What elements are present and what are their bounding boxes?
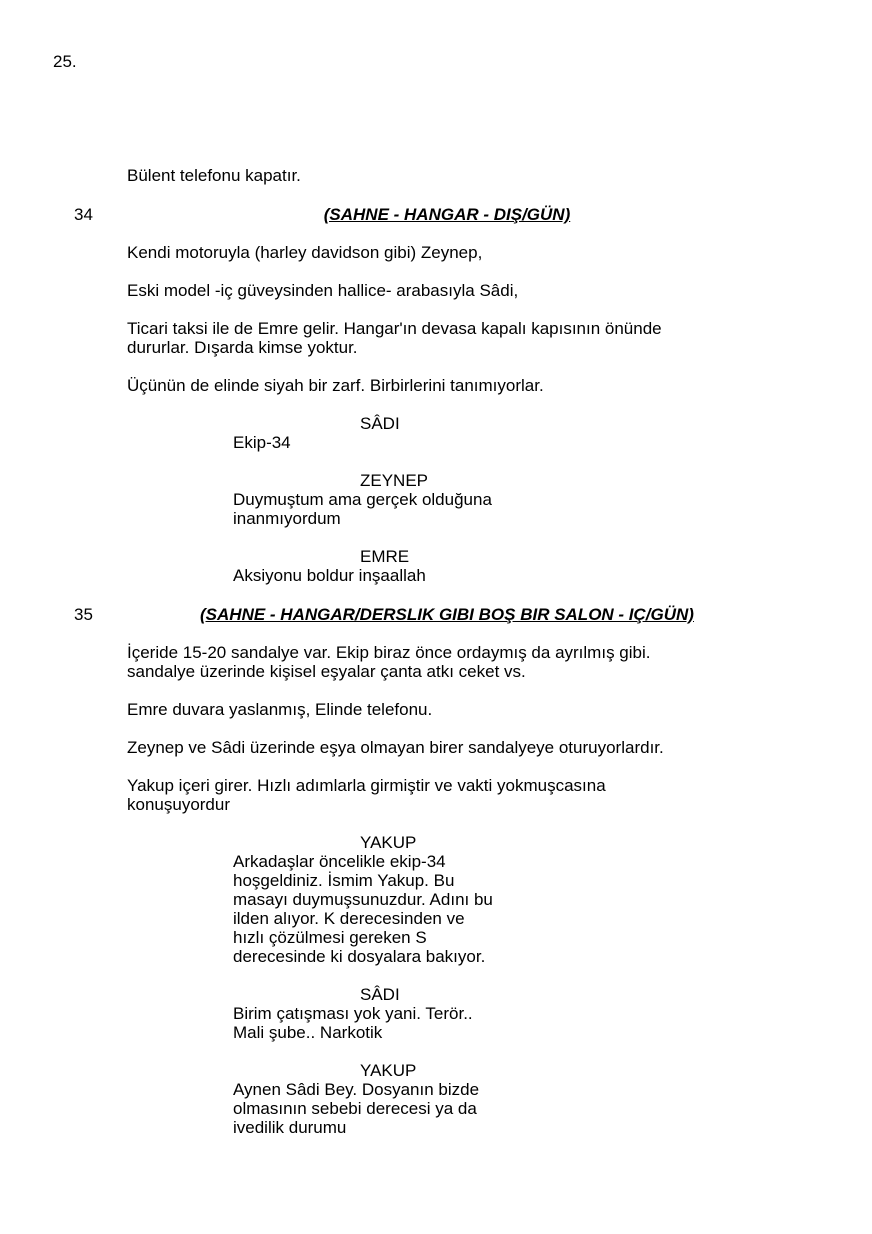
- action-line: dururlar. Dışarda kimse yoktur.: [127, 338, 358, 357]
- dialogue-line: hızlı çözülmesi gereken S: [233, 928, 427, 947]
- dialogue-block: [233, 490, 553, 528]
- action-line: Emre duvara yaslanmış, Elinde telefonu.: [127, 700, 433, 719]
- dialogue-line: masayı duymuşsunuzdur. Adını bu: [233, 890, 493, 909]
- action-line: Kendi motoruyla (harley davidson gibi) Zeynep,: [127, 243, 483, 262]
- dialogue-block: [233, 433, 553, 452]
- dialogue-line: Mali şube.. Narkotik: [233, 1023, 383, 1042]
- dialogue-line: olmasının sebebi derecesi ya da: [233, 1099, 477, 1118]
- character-name: ZEYNEP: [360, 471, 429, 490]
- character-name: YAKUP: [360, 833, 417, 852]
- action-line: sandalye üzerinde kişisel eşyalar çanta atkı ceket vs.: [127, 662, 526, 681]
- character-name: SÂDI: [360, 985, 400, 1004]
- dialogue-line: derecesinde ki dosyalara bakıyor.: [233, 947, 486, 966]
- dialogue-line: Ekip-34: [233, 433, 291, 452]
- scene-heading: (SAHNE - HANGAR/DERSLIK GIBI BOŞ BIR SALON - IÇ/GÜN): [200, 605, 694, 624]
- character-name: EMRE: [360, 547, 410, 566]
- action-line: konuşuyordur: [127, 795, 231, 814]
- dialogue-line: Aynen Sâdi Bey. Dosyanın bizde: [233, 1080, 480, 1099]
- dialogue-line: Birim çatışması yok yani. Terör..: [233, 1004, 473, 1023]
- action-line: İçeride 15-20 sandalye var. Ekip biraz önce ordaymış da ayrılmış gibi.: [127, 643, 651, 662]
- character-name: SÂDI: [360, 414, 400, 433]
- action-paragraph: [127, 319, 767, 357]
- dialogue-line: inanmıyordum: [233, 509, 341, 528]
- character-name: YAKUP: [360, 1061, 417, 1080]
- scene-heading: (SAHNE - HANGAR - DIŞ/GÜN): [323, 205, 571, 224]
- scene-number: 35: [74, 605, 93, 624]
- dialogue-block: [233, 1080, 553, 1137]
- dialogue-line: ivedilik durumu: [233, 1118, 347, 1137]
- dialogue-line: Arkadaşlar öncelikle ekip-34: [233, 852, 446, 871]
- dialogue-line: Aksiyonu boldur inşaallah: [233, 566, 426, 585]
- scene-number: 34: [74, 205, 93, 224]
- page-number: 25.: [53, 52, 77, 71]
- action-line: Eski model -iç güveysinden hallice- arabasıyla Sâdi,: [127, 281, 519, 300]
- action-line: Üçünün de elinde siyah bir zarf. Birbirlerini tanımıyorlar.: [127, 376, 544, 395]
- dialogue-block: [233, 566, 553, 585]
- dialogue-block: [233, 1004, 553, 1042]
- action-line: Yakup içeri girer. Hızlı adımlarla girmiştir ve vakti yokmuşcasına: [127, 776, 606, 795]
- dialogue-block: [233, 852, 553, 966]
- dialogue-line: Duymuştum ama gerçek olduğuna: [233, 490, 492, 509]
- dialogue-line: hoşgeldiniz. İsmim Yakup. Bu: [233, 871, 455, 890]
- action-line: Zeynep ve Sâdi üzerinde eşya olmayan birer sandalyeye oturuyorlardır.: [127, 738, 664, 757]
- dialogue-line: ilden alıyor. K derecesinden ve: [233, 909, 465, 928]
- action-paragraph: [127, 776, 767, 814]
- action-line: Ticari taksi ile de Emre gelir. Hangar'ın devasa kapalı kapısının önünde: [127, 319, 662, 338]
- action-line: Bülent telefonu kapatır.: [127, 166, 301, 185]
- action-paragraph: [127, 643, 767, 681]
